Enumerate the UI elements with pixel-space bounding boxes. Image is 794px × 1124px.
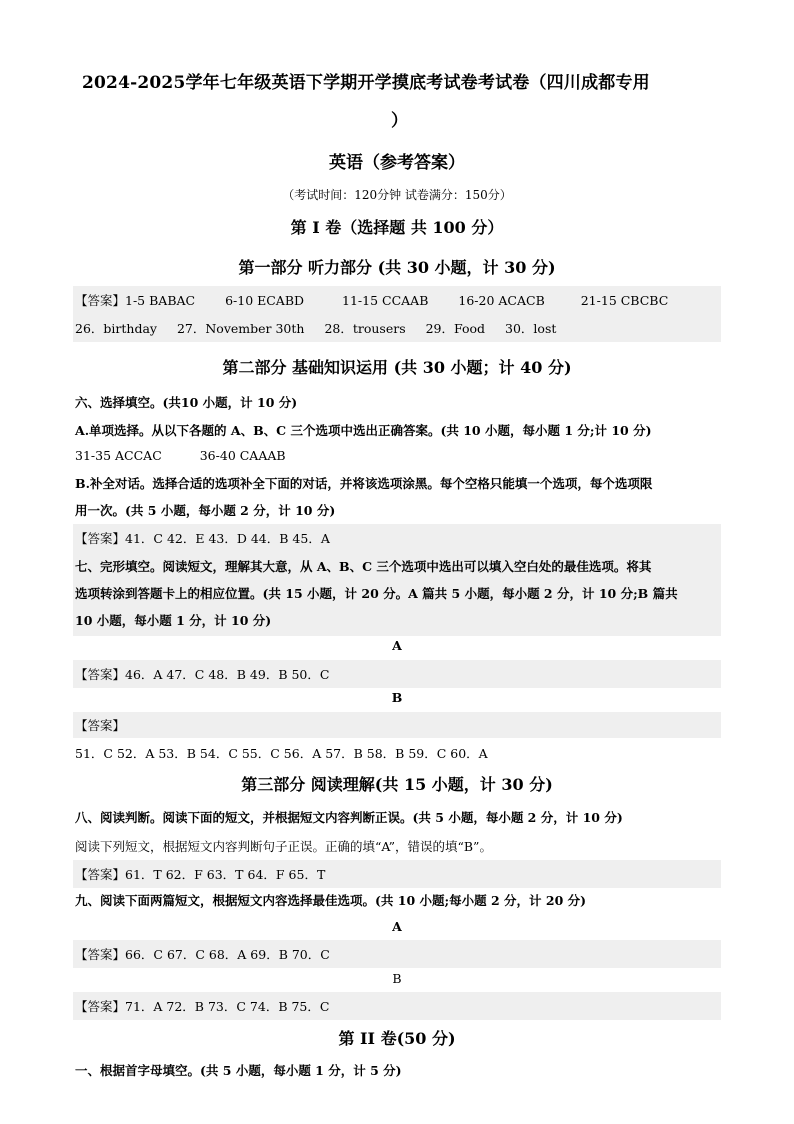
- answer-28: 28．trousers: [324, 321, 406, 336]
- section8-answers: 【答案】61．T 62．F 63．T 64．F 65．T: [75, 867, 326, 882]
- sectionA-title: A.单项选择。从以下各题的 A、B、C 三个选项中选出正确答案。(共 10 小题，每小题 1 分;计 10 分): [75, 423, 652, 438]
- exam-info: （考试时间：120分钟 试卷满分：150分）: [282, 188, 512, 202]
- sectionB-answers: 【答案】41．C 42．E 43．D 44．B 45．A: [75, 531, 330, 546]
- section7-A-answers: 【答案】46．A 47．C 48．B 49．B 50．C: [75, 667, 330, 682]
- section7-title-line2: 选项转涂到答题卡上的相应位置。(共 15 小题，计 20 分。A 篇共 5 小题，每小题 2 分，计 10 分;B 篇共: [75, 586, 678, 601]
- answer-1-5: 【答案】1-5 BABAC: [75, 293, 196, 308]
- section7-B-answer-label-block: [73, 712, 721, 738]
- answer-26: 26．birthday: [75, 321, 157, 336]
- section9-title: 九、阅读下面两篇短文，根据短文内容选择最佳选项。(共 10 小题;每小题 2 分，计 20 分): [75, 893, 587, 908]
- answer-36-40: 36-40 CAAAB: [199, 448, 286, 463]
- sectionB-title-line2: 用一次。(共 5 小题，每小题 2 分，计 10 分): [75, 503, 336, 518]
- answer-11-15: 11-15 CCAAB: [342, 293, 429, 308]
- section9-B-answers: 【答案】71．A 72．B 73．C 74．B 75．C: [75, 999, 330, 1014]
- section7-B-answer-label: 【答案】: [75, 718, 126, 733]
- subject-heading: 英语（参考答案）: [329, 153, 465, 173]
- section9-A-answers: 【答案】66．C 67．C 68．A 69．B 70．C: [75, 947, 330, 962]
- document-title-line1: 2024-2025学年七年级英语下学期开学摸底考试卷考试卷（四川成都专用: [82, 73, 650, 93]
- section9-passage-B-label: B: [392, 971, 402, 986]
- section9-passage-A-label: A: [392, 919, 402, 934]
- section8-title: 八、阅读判断。阅读下面的短文，并根据短文内容判断正误。(共 5 小题，每小题 2 分，计 10 分): [75, 810, 623, 825]
- sectionA-answers: [75, 448, 286, 463]
- answer-21-25: 21-15 CBCBC: [580, 293, 669, 308]
- answer-6-10: 6-10 ECABD: [225, 293, 305, 308]
- section7-passage-B-label: B: [391, 690, 403, 705]
- section7-title-line3: 10 小题，每小题 1 分，计 10 分): [75, 613, 272, 628]
- answer-27: 27．November 30th: [176, 321, 305, 336]
- answer-16-20: 16-20 ACACB: [458, 293, 545, 308]
- answer-30: 30．lost: [505, 321, 557, 336]
- section7-title-line1: 七、完形填空。阅读短文，理解其大意，从 A、B、C 三个选项中选出可以填入空白处的最佳选项。将其: [75, 559, 652, 574]
- part1-answer-row1: [75, 291, 668, 309]
- volume1-heading: 第 I 卷（选择题 共 100 分）: [290, 218, 504, 237]
- section6-title: 六、选择填空。(共10 小题，计 10 分): [75, 395, 298, 410]
- part2-heading: 第二部分 基础知识运用 (共 30 小题；计 40 分): [222, 358, 572, 377]
- document-title-line2: ）: [391, 111, 409, 131]
- sectionB-title-line1: B.补全对话。选择合适的选项补全下面的对话，并将该选项涂黑。每个空格只能填一个选项，每个选项限: [75, 476, 653, 491]
- volume2-heading: 第 II 卷(50 分): [338, 1029, 456, 1048]
- section7-B-answers: 51．C 52．A 53．B 54．C 55．C 56．A 57．B 58．B 59．C 60．A: [75, 746, 488, 761]
- section8-instruction: 阅读下列短文，根据短文内容判断句子正误。正确的填“A”，错误的填“B”。: [75, 839, 492, 854]
- section7-passage-A-label: A: [392, 638, 402, 653]
- fill-in-section-title: 一、根据首字母填空。(共 5 小题，每小题 1 分，计 5 分): [75, 1063, 402, 1078]
- part1-answer-row2: [75, 319, 556, 337]
- answer-29: 29．Food: [425, 321, 486, 336]
- part1-heading: 第一部分 听力部分 (共 30 小题，计 30 分): [238, 258, 556, 277]
- part3-heading: 第三部分 阅读理解(共 15 小题，计 30 分): [241, 775, 553, 794]
- answer-31-35: 31-35 ACCAC: [75, 448, 162, 463]
